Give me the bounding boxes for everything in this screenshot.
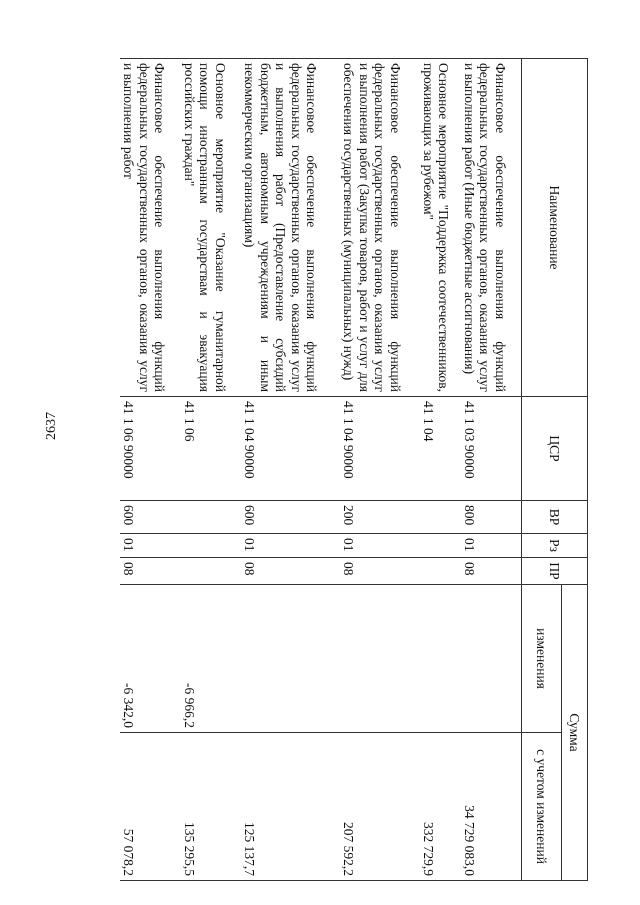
cell-rz: [419, 534, 460, 558]
cell-rz: 01: [340, 534, 420, 558]
cell-total: 207 592,2: [340, 733, 420, 881]
cell-vr: 800: [461, 501, 522, 534]
cell-total: 57 078,2: [120, 733, 180, 881]
header-sum: Сумма: [562, 585, 588, 881]
header-with-changes: с учетом изменений: [522, 733, 562, 881]
cell-name: Финансовое обеспечение выполнения функций федеральных государственных органов, оказания услуг и выполнения работ (Закупка товаров, работ и услуг для обеспечения государственных (муниципальных) нужд): [340, 59, 420, 397]
rotated-budget-table-page: [120, 58, 588, 880]
header-change: изменения: [522, 585, 562, 733]
header-name: Наименование: [522, 59, 588, 397]
table-row: [120, 59, 180, 881]
cell-name: Финансовое обеспечение выполнения функций федеральных государственных органов, оказания услуг и выполнения работ (Иные бюджетные ассигнования): [461, 59, 522, 397]
header-csr: ЦСР: [522, 397, 588, 501]
cell-vr: [180, 501, 240, 534]
cell-vr: [419, 501, 460, 534]
cell-csr: 41 1 03 90000: [461, 397, 522, 501]
header-rz: Рз: [522, 534, 588, 558]
header-vr: ВР: [522, 501, 588, 534]
table-row: [419, 59, 460, 881]
cell-name: Основное мероприятие "Оказание гуманитарной помощи иностранным государствам и эвакуация российских граждан": [180, 59, 240, 397]
cell-pr: 08: [120, 558, 180, 585]
cell-csr: 41 1 06: [180, 397, 240, 501]
cell-csr: 41 1 06 90000: [120, 397, 180, 501]
cell-pr: 08: [461, 558, 522, 585]
cell-csr: 41 1 04 90000: [340, 397, 420, 501]
cell-change: [241, 585, 340, 733]
cell-change: [461, 585, 522, 733]
cell-csr: 41 1 04 90000: [241, 397, 340, 501]
cell-total: 332 729,9: [419, 733, 460, 881]
header-row-1: [562, 59, 588, 881]
cell-name: Финансовое обеспечение выполнения функций федеральных государственных органов, оказания услуг и выполнения работ (Предоставление субсидий бюджетным, автономным учреждениям и иным некоммерческим организациям): [241, 59, 340, 397]
cell-csr: 41 1 04: [419, 397, 460, 501]
cell-total: 34 729 083,0: [461, 733, 522, 881]
table-row: [461, 59, 522, 881]
cell-vr: 600: [120, 501, 180, 534]
cell-name: Финансовое обеспечение выполнения функций федеральных государственных органов, оказания услуг и выполнения работ: [120, 59, 180, 397]
table-row: [241, 59, 340, 881]
cell-pr: [419, 558, 460, 585]
table-row: [340, 59, 420, 881]
cell-pr: 08: [241, 558, 340, 585]
cell-total: 125 137,7: [241, 733, 340, 881]
cell-change: -6 342,0: [120, 585, 180, 733]
cell-pr: 08: [340, 558, 420, 585]
cell-total: 135 295,5: [180, 733, 240, 881]
table-row: [180, 59, 240, 881]
cell-name: Основное мероприятие "Поддержка соотечественников, проживающих за рубежом": [419, 59, 460, 397]
cell-change: [340, 585, 420, 733]
cell-rz: 01: [120, 534, 180, 558]
cell-rz: 01: [461, 534, 522, 558]
header-pr: ПР: [522, 558, 588, 585]
budget-table: [120, 58, 588, 881]
cell-rz: [180, 534, 240, 558]
page-number: 2637: [44, 412, 59, 440]
cell-pr: [180, 558, 240, 585]
table-body: [120, 59, 522, 881]
cell-change: [419, 585, 460, 733]
cell-rz: 01: [241, 534, 340, 558]
cell-vr: 200: [340, 501, 420, 534]
cell-vr: 600: [241, 501, 340, 534]
cell-change: -6 966,2: [180, 585, 240, 733]
